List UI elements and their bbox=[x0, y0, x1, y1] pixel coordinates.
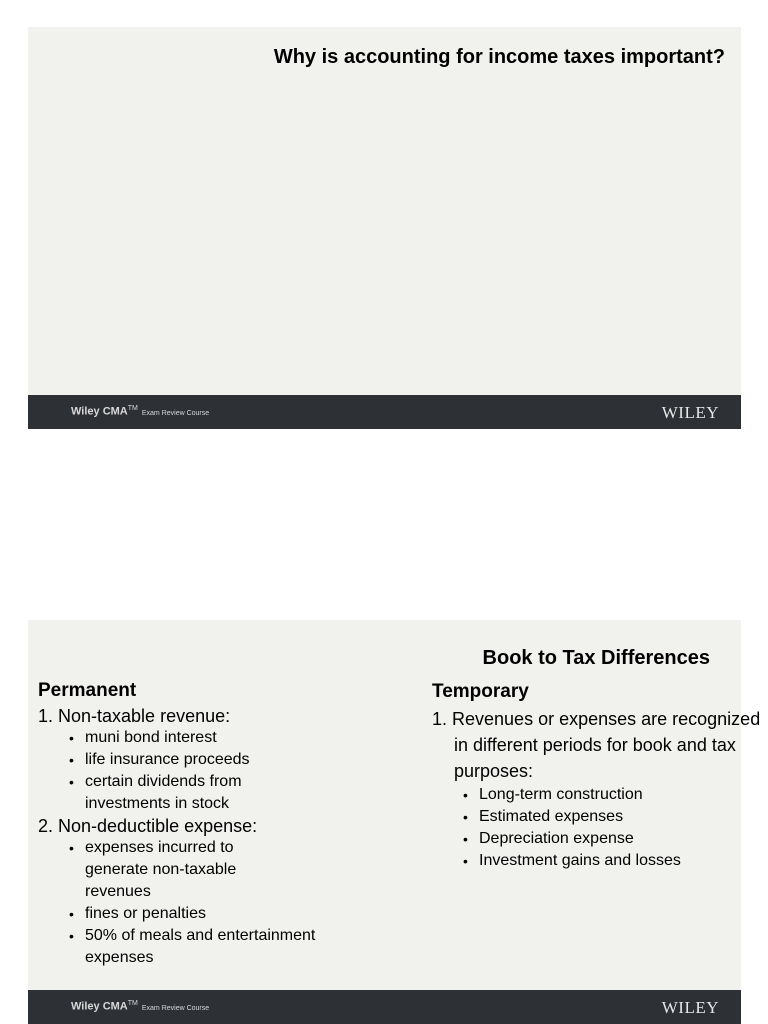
footer-brand bbox=[71, 1000, 209, 1013]
footer-brand bbox=[71, 405, 209, 418]
item-text: 2. Non-deductible expense: bbox=[38, 816, 258, 836]
slide-title: Why is accounting for income taxes important? bbox=[273, 46, 725, 68]
footer-subtitle: Exam Review Course bbox=[141, 409, 210, 417]
item-text: 1. Revenues or expenses are recognized in different periods for book and tax purposes: bbox=[432, 709, 761, 781]
trademark: TM bbox=[127, 405, 138, 412]
bullet-item: • Estimated expenses bbox=[462, 806, 742, 828]
slide-title: Book to Tax Differences bbox=[482, 647, 710, 669]
bullet-item: • life insurance proceeds bbox=[68, 749, 338, 771]
list-item bbox=[432, 706, 761, 872]
bullet-list bbox=[38, 837, 338, 969]
slide-2 bbox=[28, 620, 761, 1024]
permanent-column bbox=[38, 680, 338, 969]
bullet-list bbox=[432, 784, 742, 872]
slide-footer bbox=[28, 990, 741, 1024]
list-item bbox=[38, 815, 338, 969]
bullet-item: • Depreciation expense bbox=[462, 828, 742, 850]
temporary-heading: Temporary bbox=[432, 681, 529, 702]
slide-1 bbox=[28, 27, 741, 429]
bullet-item: • Long-term construction bbox=[462, 784, 742, 806]
footer-subtitle: Exam Review Course bbox=[141, 1004, 210, 1012]
bullet-item: • 50% of meals and entertainment expenses bbox=[68, 925, 325, 969]
trademark: TM bbox=[127, 1000, 138, 1007]
temporary-column bbox=[432, 681, 761, 872]
bullet-item: • Investment gains and losses bbox=[462, 850, 742, 872]
wiley-logo: WILEY bbox=[661, 998, 719, 1017]
list-item bbox=[38, 705, 338, 815]
brand-name: Wiley CMA bbox=[71, 405, 128, 418]
bullet-item: • muni bond interest bbox=[68, 727, 338, 749]
bullet-list bbox=[38, 727, 338, 815]
bullet-item: • certain dividends from investments in stock bbox=[68, 771, 295, 815]
bullet-item: • fines or penalties bbox=[68, 903, 338, 925]
bullet-item: • expenses incurred to generate non-taxable revenues bbox=[68, 837, 275, 903]
item-text: 1. Non-taxable revenue: bbox=[38, 706, 231, 726]
wiley-logo: WILEY bbox=[661, 403, 719, 422]
slide-footer bbox=[28, 395, 741, 429]
permanent-heading: Permanent bbox=[38, 680, 137, 701]
brand-name: Wiley CMA bbox=[71, 1000, 128, 1013]
